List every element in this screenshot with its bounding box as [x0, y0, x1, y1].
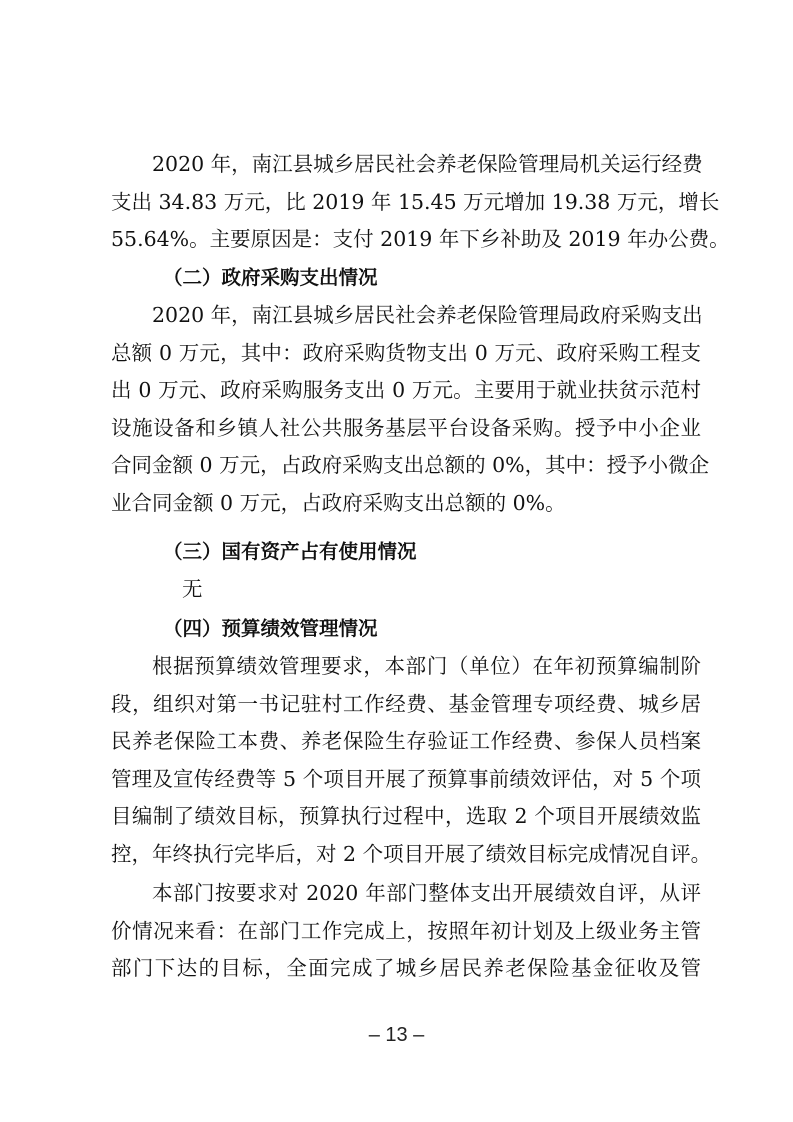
paragraph-line: 段，组织对第一书记驻村工作经费、基金管理专项经费、城乡居 [111, 691, 701, 716]
section-heading: （四）预算绩效管理情况 [163, 617, 378, 640]
paragraph-line: 55.64%。主要原因是：支付 2019 年下乡补助及 2019 年办公费。 [111, 227, 730, 252]
paragraph-line: 控，年终执行完毕后，对 2 个项目开展了绩效目标完成情况自评。 [111, 841, 712, 866]
page-number: – 13 – [368, 1024, 425, 1046]
paragraph-line: 业合同金额 0 万元，占政府采购支出总额的 0%。 [111, 490, 566, 515]
paragraph-line: 合同金额 0 万元，占政府采购支出总额的 0%，其中：授予小微企 [111, 453, 710, 478]
paragraph-line: 无 [182, 577, 203, 601]
paragraph-line: 出 0 万元、政府采购服务支出 0 万元。主要用于就业扶贫示范村 [111, 378, 701, 403]
paragraph-line: 2020 年，南江县城乡居民社会养老保险管理局政府采购支出 [152, 303, 703, 327]
paragraph-line: 目编制了绩效目标，预算执行过程中，选取 2 个项目开展绩效监 [111, 804, 701, 829]
paragraph-line: 支出 34.83 万元，比 2019 年 15.45 万元增加 19.38 万元，增长 [111, 189, 720, 214]
paragraph-operating-expenses [111, 146, 730, 259]
section-heading-procurement [111, 259, 701, 297]
paragraph-line: 民养老保险工本费、养老保险生存验证工作经费、参保人员档案 [111, 729, 701, 754]
paragraph-line: 价情况来看：在部门工作完成上，按照年初计划及上级业务主管 [111, 918, 701, 943]
paragraph-performance [111, 648, 712, 874]
paragraph-line: 总额 0 万元，其中：政府采购货物支出 0 万元、政府采购工程支 [111, 340, 701, 365]
section-heading: （二）政府采购支出情况 [163, 266, 378, 289]
paragraph-line: 设施设备和乡镇人社公共服务基层平台设备采购。授予中小企业 [111, 415, 701, 440]
section-heading-assets [111, 533, 701, 571]
paragraph-assets [111, 571, 701, 609]
paragraph-line: 根据预算绩效管理要求，本部门（单位）在年初预算编制阶 [152, 654, 701, 678]
paragraph-line: 2020 年，南江县城乡居民社会养老保险管理局机关运行经费 [152, 152, 703, 176]
section-heading-performance [111, 610, 701, 648]
paragraph-line: 管理及宣传经费等 5 个项目开展了预算事前绩效评估，对 5 个项 [111, 766, 701, 791]
section-heading: （三）国有资产占有使用情况 [163, 540, 417, 563]
paragraph-self-evaluation [111, 875, 701, 988]
paragraph-line: 部门下达的目标，全面完成了城乡居民养老保险基金征收及管 [111, 956, 701, 981]
paragraph-line: 本部门按要求对 2020 年部门整体支出开展绩效自评，从评 [152, 881, 701, 905]
paragraph-procurement [111, 297, 710, 523]
